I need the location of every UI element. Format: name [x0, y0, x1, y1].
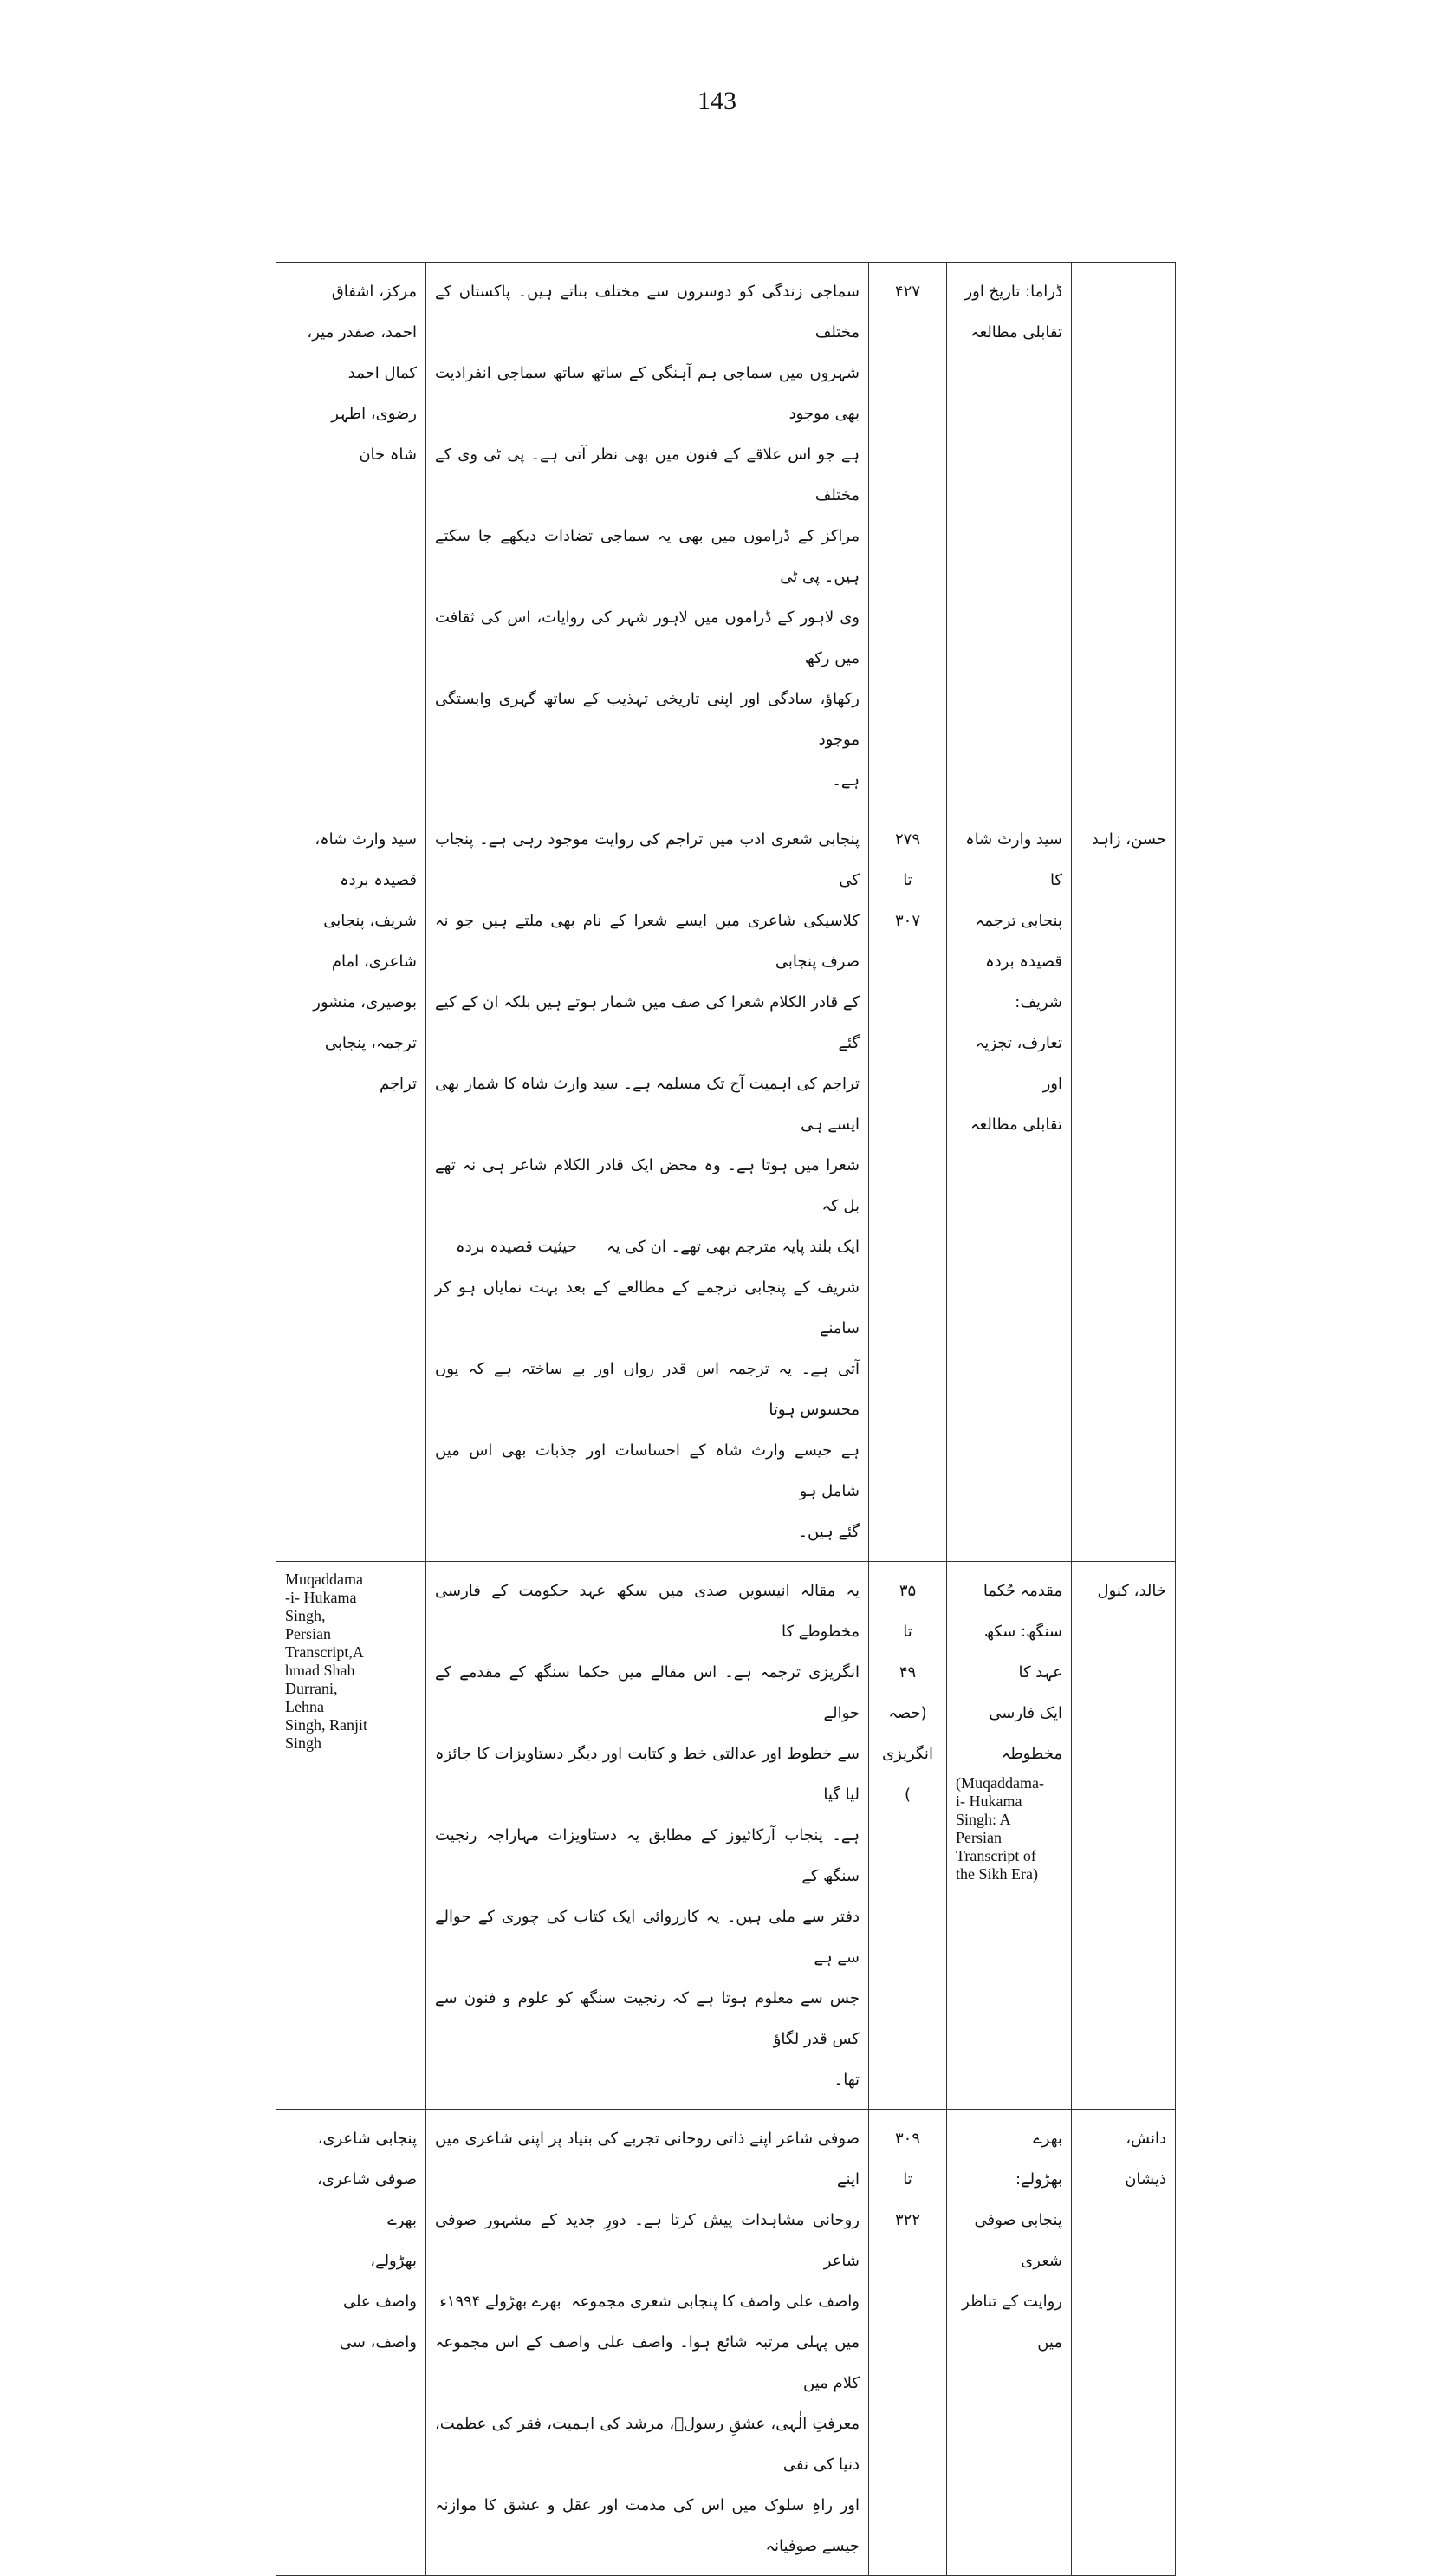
summary-line: اور راہِ سلوک میں اس کی مذمت اور عقل و عشق کا موازنہ جیسے صوفیانہ — [430, 2496, 860, 2555]
keywords-line: ترجمہ، پنجابی — [324, 1034, 417, 1052]
summary-line: مراکز کے ڈراموں میں بھی یہ سماجی تضادات دیکھے جا سکتے ہیں۔ پی ٹی — [430, 527, 860, 586]
summary-line: پنجابی شعری ادب میں تراجم کی روایت موجود رہی ہے۔ پنجاب کی — [430, 830, 860, 889]
table-row — [276, 810, 1176, 1562]
keywords-latin-line: Singh — [285, 1734, 322, 1752]
keywords-latin-line: hmad Shah — [285, 1662, 355, 1679]
summary-cell — [426, 810, 869, 1562]
author-cell — [1072, 2110, 1176, 2576]
summary-line: جس سے معلوم ہوتا ہے کہ رنجیت سنگھ کو علوم و فنون سے کس قدر لگاؤ — [430, 1989, 860, 2048]
keywords-line: سید وارث شاہ، — [315, 830, 417, 849]
author-cell — [1072, 263, 1176, 810]
summary-line: شہروں میں سماجی ہم آہنگی کے ساتھ ساتھ سماجی انفرادیت بھی موجود — [430, 364, 860, 423]
summary-line: آتی ہے۔ یہ ترجمہ اس قدر رواں اور بے ساختہ ہے کہ یوں محسوس ہوتا — [430, 1360, 860, 1419]
pages-line: ۴۲۷ — [894, 283, 920, 301]
summary-line: شریف کے پنجابی ترجمے کے مطالعے کے بعد بہت نمایاں ہو کر سامنے — [430, 1278, 860, 1337]
keywords-line: صوفی شاعری، — [316, 2170, 417, 2189]
keywords-line: مرکز، اشفاق — [331, 283, 417, 301]
keywords-latin-line: Lehna — [285, 1698, 324, 1715]
pages-line: ) — [904, 1786, 912, 1804]
keywords-cell — [276, 263, 426, 810]
keywords-line: قصیدہ بردہ — [340, 871, 417, 889]
title-line: میں — [1037, 2333, 1062, 2352]
title-line: تقابلی مطالعہ — [970, 1116, 1062, 1134]
title-cell — [947, 2110, 1072, 2576]
keywords-line: بھڑولے، — [370, 2252, 417, 2270]
pages-line: تا — [903, 1623, 912, 1641]
keywords-cell — [276, 810, 426, 1562]
keywords-line: پنجابی شاعری، — [317, 2130, 417, 2148]
author-line: دانش، — [1126, 2130, 1166, 2148]
summary-line: انگریزی ترجمہ ہے۔ اس مقالے میں حکما سنگھ کے مقدمے کے حوالے — [430, 1663, 860, 1722]
title-latin-line: Transcript of — [956, 1847, 1036, 1864]
author-line: ذیشان — [1125, 2170, 1166, 2189]
summary-line: سے خطوط اور عدالتی خط و کتابت اور دیگر دستاویزات کا جائزہ لیا گیا — [430, 1745, 860, 1804]
summary-line: تھا۔ — [834, 2071, 860, 2089]
page-number: 143 — [698, 87, 736, 115]
keywords-latin-line: Muqaddama — [285, 1571, 363, 1588]
keywords-line: احمد، صفدر میر، — [307, 323, 417, 342]
title-line: مخطوطہ — [1001, 1745, 1062, 1763]
keywords-line: کمال احمد — [347, 364, 417, 382]
title-latin-line: (Muqaddama- — [956, 1774, 1044, 1792]
pages-line: تا — [903, 871, 912, 889]
pages-line: ۴۹ — [899, 1663, 917, 1682]
title-latin-line: Singh: A — [956, 1811, 1011, 1828]
keywords-line: تراجم — [379, 1075, 417, 1093]
keywords-latin-line: Persian — [285, 1625, 331, 1643]
keywords-line: واصف، سی — [339, 2333, 417, 2352]
title-latin-line: i- Hukama — [956, 1792, 1022, 1810]
bibliography-table — [276, 262, 1176, 2576]
summary-line: شعرا میں ہوتا ہے۔ وہ محض ایک قادر الکلام شاعر ہی نہ تھے بل کہ — [430, 1156, 860, 1215]
summary-line: ہے۔ پنجاب آرکائیوز کے مطابق یہ دستاویزات مہاراجہ رنجیت سنگھ کے — [430, 1826, 860, 1885]
pages-cell — [869, 2110, 947, 2576]
title-line: مقدمہ حُکما — [983, 1582, 1062, 1600]
summary-line: رکھاؤ، سادگی اور اپنی تاریخی تہذیب کے ساتھ گہری وابستگی موجود — [430, 690, 860, 749]
summary-line: ہے۔ — [832, 771, 860, 790]
summary-line: صوفی شاعر اپنے ذاتی روحانی تجربے کی بنیاد پر اپنی شاعری میں اپنے — [430, 2130, 860, 2189]
title-line: پنجابی ترجمہ — [975, 912, 1062, 930]
title-cell — [947, 263, 1072, 810]
summary-line: ایک بلند پایہ مترجم بھی تھے۔ ان کی یہ حیثیت قصیدہ بردہ — [456, 1238, 860, 1256]
title-line: شریف: — [1015, 993, 1062, 1012]
keywords-line: شاہ خان — [359, 446, 417, 464]
title-latin-line: Persian — [956, 1829, 1002, 1846]
summary-line: واصف علی واصف کا پنجابی شعری مجموعہ بھرے بھڑولے ۱۹۹۴ء — [439, 2293, 860, 2311]
keywords-latin-line: Durrani, — [285, 1680, 338, 1697]
pages-line: انگریزی — [882, 1745, 933, 1763]
summary-line: روحانی مشاہدات پیش کرتا ہے۔ دورِ جدید کے مشہور صوفی شاعر — [430, 2211, 860, 2270]
summary-line: وی لاہور کے ڈراموں میں لاہور شہر کی روایات، اس کی ثقافت میں رکھ — [430, 608, 860, 667]
summary-line: میں پہلی مرتبہ شائع ہوا۔ واصف علی واصف کے اس مجموعہ کلام میں — [430, 2333, 860, 2392]
keywords-line: شریف، پنجابی — [323, 912, 417, 930]
title-line: تقابلی مطالعہ — [970, 323, 1062, 342]
pages-line: ۲۷۹ — [894, 830, 920, 849]
keywords-latin-line: Singh, — [285, 1607, 326, 1624]
pages-line: ۳۵ — [899, 1582, 917, 1600]
title-line: ایک فارسی — [989, 1704, 1062, 1722]
keywords-latin-line: Singh, Ranjit — [285, 1716, 368, 1734]
keywords-latin-line: -i- Hukama — [285, 1589, 357, 1606]
summary-cell — [426, 263, 869, 810]
title-line: بھڑولے: — [1015, 2170, 1062, 2189]
summary-line: ہے جیسے وارث شاہ کے احساسات اور جذبات بھی اس میں شامل ہو — [430, 1441, 860, 1500]
keywords-cell — [276, 2110, 426, 2576]
pages-line: ۳۲۲ — [894, 2211, 920, 2229]
pages-line: تا — [903, 2170, 912, 2189]
keywords-line: بوصیری، منشور — [313, 993, 417, 1012]
pages-cell — [869, 263, 947, 810]
author-cell — [1072, 810, 1176, 1562]
pages-line: ۳۰۹ — [894, 2130, 920, 2148]
summary-line: کلاسیکی شاعری میں ایسے شعرا کے نام بھی ملتے ہیں جو نہ صرف پنجابی — [430, 912, 860, 971]
keywords-line: شاعری، امام — [331, 953, 417, 971]
summary-line: تراجم کی اہمیت آج تک مسلمہ ہے۔ سید وارث شاہ کا شمار بھی ایسے ہی — [430, 1075, 860, 1134]
author-line: حسن، زاہد — [1091, 830, 1166, 849]
title-line: روایت کے تناظر — [962, 2293, 1062, 2311]
summary-line: کے قادر الکلام شعرا کی صف میں شمار ہوتے ہیں بلکہ ان کے کیے گئے — [430, 993, 860, 1052]
title-line: ڈراما: تاریخ اور — [964, 283, 1062, 301]
summary-line: یہ مقالہ انیسویں صدی میں سکھ عہد حکومت کے فارسی مخطوطے کا — [430, 1582, 860, 1641]
title-line: بھرے — [1033, 2130, 1062, 2148]
title-line: پنجابی صوفی شعری — [969, 2211, 1062, 2270]
summary-line: معرفتِ الٰہی، عشقِ رسولؐ، مرشد کی اہمیت، فقر کی عظمت، دنیا کی نفی — [430, 2415, 860, 2474]
summary-line: دفتر سے ملی ہیں۔ یہ کارروائی ایک کتاب کی چوری کے حوالے سے ہے — [430, 1908, 860, 1967]
title-latin-line: the Sikh Era) — [956, 1865, 1038, 1883]
title-line: تعارف، تجزیہ اور — [970, 1034, 1062, 1093]
author-line: خالد، کنول — [1097, 1582, 1166, 1600]
keywords-line: رضوی، اطہر — [331, 405, 417, 423]
summary-line: گئے ہیں۔ — [798, 1523, 860, 1541]
summary-cell — [426, 2110, 869, 2576]
pages-line: (حصہ — [888, 1704, 927, 1722]
pages-line: ۳۰۷ — [894, 912, 920, 930]
title-cell — [947, 810, 1072, 1562]
keywords-latin-line: Transcript,A — [285, 1643, 364, 1661]
title-line: سنگھ: سکھ عہد کا — [979, 1623, 1062, 1682]
summary-line: ہے جو اس علاقے کے فنون میں بھی نظر آتی ہے۔ پی ٹی وی کے مختلف — [430, 446, 860, 504]
pages-cell — [869, 810, 947, 1562]
keywords-line: واصف علی — [342, 2293, 417, 2311]
keywords-line: بھرے — [387, 2211, 417, 2229]
title-line: سید وارث شاہ کا — [960, 830, 1062, 889]
title-line: قصیدہ بردہ — [985, 953, 1062, 971]
table-row — [276, 263, 1176, 810]
table-row — [276, 2110, 1176, 2576]
summary-line: سماجی زندگی کو دوسروں سے مختلف بناتے ہیں۔ پاکستان کے مختلف — [430, 283, 860, 342]
